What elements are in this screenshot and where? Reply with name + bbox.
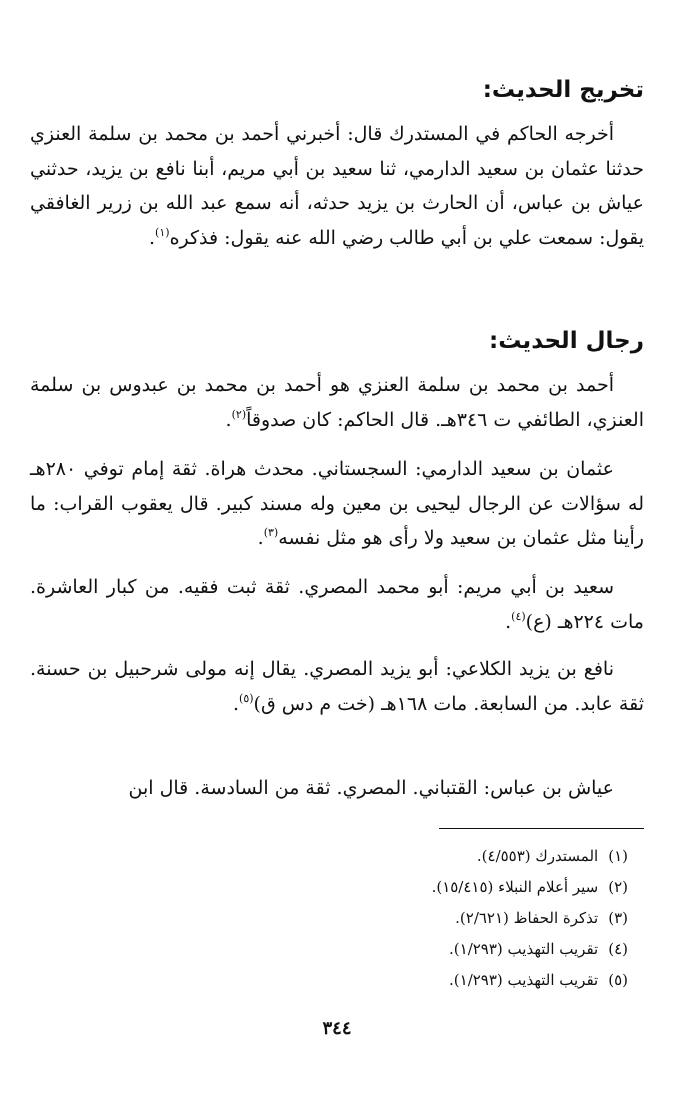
narrator-entry: [30, 771, 644, 806]
footnote-item: [30, 903, 628, 934]
footnote-text: تقريب التهذيب (١/٢٩٣).: [449, 971, 599, 989]
footnote-item: [30, 965, 628, 996]
takhrij-text: أخرجه الحاكم في المستدرك قال: أخبرني أحمد بن محمد بن سلمة العنزي حدثنا عثمان بن سعيد الدارمي، ثنا سعيد بن أبي مريم، أبنا نافع بن يزيد، حدثني عياش بن عباس، أن الحارث بن يزيد حدثه، أنه سمع عبد الله بن زرير الغافقي يقول: سمعت علي بن أبي طالب رضي الله عنه يقول: فذكره: [30, 123, 644, 249]
footnote-ref-1: (١): [155, 225, 170, 239]
narrator-tail: .: [505, 610, 512, 633]
footnote-text: المستدرك (٤/٥٥٣).: [476, 847, 599, 865]
footnote-item: [30, 872, 628, 903]
narrator-text: أحمد بن محمد بن سلمة العنزي هو أحمد بن محمد بن عبدوس بن سلمة العنزي، الطائفي ت ٣٤٦هـ. قال الحاكم: كان صدوقاً: [30, 374, 644, 431]
footnote-number: (٢): [608, 878, 628, 896]
footnote-separator: [439, 828, 644, 829]
footnote-text: تذكرة الحفاظ (٢/٦٢١).: [455, 909, 599, 927]
footnote-item: [30, 841, 628, 872]
narrator-entry: [30, 570, 644, 639]
footnote-ref-5: (٥): [239, 691, 254, 705]
rijal-heading: رجال الحديث:: [489, 328, 644, 354]
narrator-tail: .: [232, 692, 240, 715]
narrator-tail: .: [225, 408, 232, 431]
narrator-tail: .: [257, 527, 264, 549]
footnote-number: (٣): [608, 909, 628, 927]
narrator-text: عثمان بن سعيد الدارمي: السجستاني. محدث هراة. ثقة إمام توفي ٢٨٠هـ له سؤالات عن الرجال ليحيى بن معين وله مسند كبير. قال يعقوب القراب: ما رأينا مثل عثمان بن سعيد ولا رأى هو مثل نفسه: [30, 458, 644, 549]
footnote-number: (٥): [608, 971, 628, 989]
footnote-ref-2: (٢): [231, 407, 247, 421]
takhrij-tail: .: [149, 226, 156, 249]
page-number: ٣٤٤: [322, 1018, 352, 1039]
footnote-ref-3: (٣): [263, 526, 279, 539]
book-page: [30, 0, 644, 1110]
narrator-text: عياش بن عباس: القتباني. المصري. ثقة من السادسة. قال ابن: [128, 777, 614, 799]
footnote-item: [30, 934, 628, 965]
narrator-text: سعيد بن أبي مريم: أبو محمد المصري. ثقة ثبت فقيه. من كبار العاشرة. مات ٢٢٤هـ (ع): [30, 576, 644, 633]
footnotes-list: [30, 841, 628, 996]
narrator-entry: [30, 368, 644, 437]
footnote-text: تقريب التهذيب (١/٢٩٣).: [449, 940, 599, 958]
footnote-text: سير أعلام النبلاء (١٥/٤١٥).: [431, 878, 599, 896]
takhrij-heading: تخريج الحديث:: [482, 77, 644, 103]
footnote-number: (١): [608, 847, 628, 865]
narrator-entry: [30, 452, 644, 556]
narrator-text: نافع بن يزيد الكلاعي: أبو يزيد المصري. يقال إنه مولى شرحبيل بن حسنة. ثقة عابد. من السابعة. مات ١٦٨هـ (خت م دس ق): [30, 658, 644, 715]
takhrij-paragraph: [30, 117, 644, 255]
narrator-entry: [30, 652, 644, 721]
footnote-number: (٤): [608, 940, 628, 958]
footnote-ref-4: (٤): [511, 609, 526, 623]
